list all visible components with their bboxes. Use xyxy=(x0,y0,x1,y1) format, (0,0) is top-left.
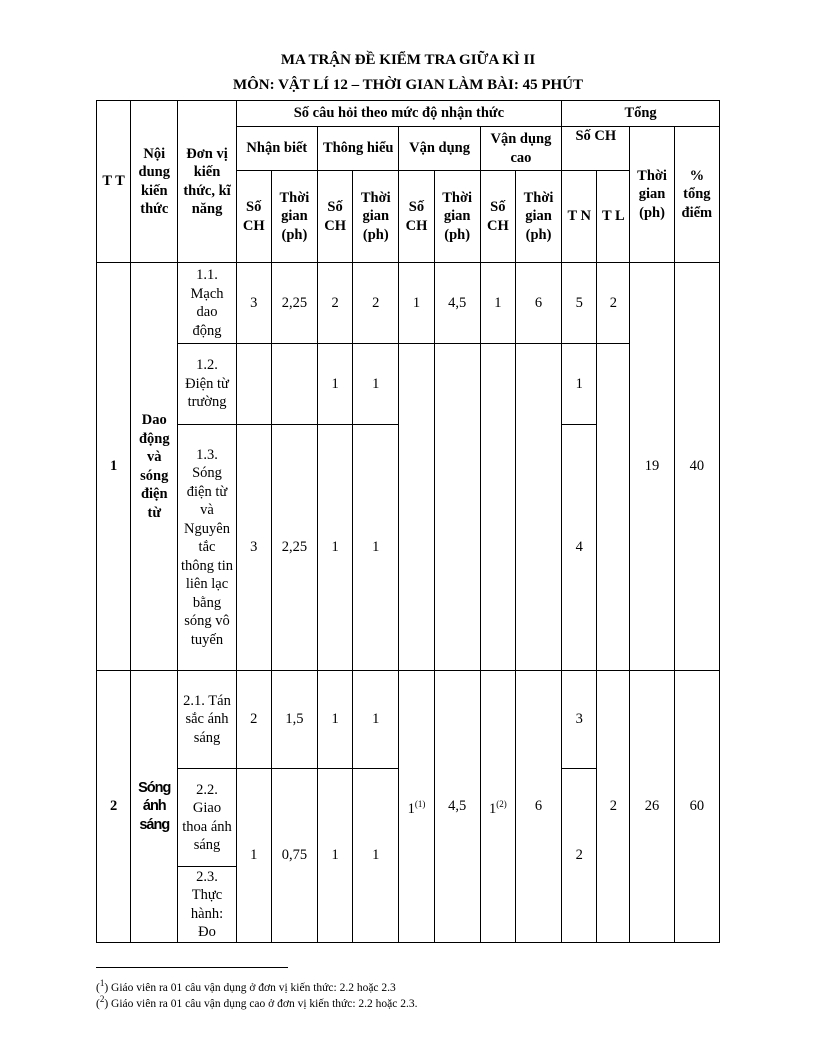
footnote-ref-1: (1) xyxy=(414,798,426,809)
vd-time xyxy=(434,344,480,671)
unit-name: 2.1. Tán sắc ánh sáng xyxy=(178,671,236,769)
vdc-so-ch: 1$^{(2)}$ xyxy=(480,671,515,943)
th-time-header: Thời gian (ph) xyxy=(353,171,399,263)
table-row xyxy=(97,263,720,344)
th-so-ch: 1 xyxy=(318,769,353,943)
total-header-percent: % tổng điểm xyxy=(674,127,719,263)
th-so-ch: 2 xyxy=(318,263,353,344)
footnote-ref-2: (2) xyxy=(496,798,507,809)
vd-so-ch-header: Số CH xyxy=(399,171,434,263)
vdc-time-header: Thời gian (ph) xyxy=(515,171,561,263)
nb-so-ch: 3 xyxy=(236,263,271,344)
nb-time xyxy=(271,344,317,425)
total-header-so-ch: Số CH xyxy=(562,127,630,171)
vdc-time xyxy=(515,344,561,671)
nb-time: 2,25 xyxy=(271,263,317,344)
level-header-van-dung: Vận dụng xyxy=(399,127,480,171)
unit-name: 1.1. Mạch dao động xyxy=(178,263,236,344)
th-so-ch-header: Số CH xyxy=(318,171,353,263)
vdc-time: 6 xyxy=(515,263,561,344)
unit-name: 2.2. Giao thoa ánh sáng xyxy=(178,769,236,867)
percent-total: 40 xyxy=(674,263,719,671)
unit-name: 2.3. Thực hành: Đo xyxy=(178,867,236,943)
tn-count: 5 xyxy=(562,263,597,344)
th-time: 1 xyxy=(353,671,399,769)
th-so-ch: 1 xyxy=(318,425,353,671)
th-time: 2 xyxy=(353,263,399,344)
vd-time: 4,5 xyxy=(434,671,480,943)
nb-time: 2,25 xyxy=(271,425,317,671)
tl-count: 2 xyxy=(597,263,630,344)
th-so-ch: 1 xyxy=(318,344,353,425)
nb-time: 1,5 xyxy=(271,671,317,769)
level-header-van-dung-cao: Vận dụng cao xyxy=(480,127,561,171)
header-row-1 xyxy=(97,101,720,127)
unit-name: 1.2. Điện từ trường xyxy=(178,344,236,425)
level-header-nhan-biet: Nhận biết xyxy=(236,127,317,171)
tl-count: 2 xyxy=(597,671,630,943)
percent-total: 60 xyxy=(674,671,719,943)
time-total: 26 xyxy=(630,671,674,943)
table-row xyxy=(97,344,720,425)
nb-so-ch: 2 xyxy=(236,671,271,769)
tl-header: T L xyxy=(597,171,630,263)
nb-so-ch: 1 xyxy=(236,769,271,943)
col-header-tt: T T xyxy=(97,101,131,263)
footnote-divider xyxy=(96,967,288,968)
vd-time-header: Thời gian (ph) xyxy=(434,171,480,263)
nb-so-ch-header: Số CH xyxy=(236,171,271,263)
vdc-so-ch xyxy=(480,344,515,671)
vdc-so-ch: 1 xyxy=(480,263,515,344)
vdc-so-ch-header: Số CH xyxy=(480,171,515,263)
col-header-total: Tổng xyxy=(562,101,720,127)
tn-count: 1 xyxy=(562,344,597,425)
th-time: 1 xyxy=(353,425,399,671)
th-so-ch: 1 xyxy=(318,671,353,769)
nb-time: 0,75 xyxy=(271,769,317,943)
row-content: Sóng ánh sáng xyxy=(131,671,178,943)
th-time: 1 xyxy=(353,769,399,943)
col-header-unit: Đơn vị kiến thức, kĩ năng xyxy=(178,101,236,263)
col-header-levels: Số câu hỏi theo mức độ nhận thức xyxy=(236,101,562,127)
tl-count xyxy=(597,344,630,671)
vd-so-ch xyxy=(399,344,434,671)
nb-so-ch xyxy=(236,344,271,425)
footnote-1: ($^1$) Giáo viên ra 01 câu vận dụng ở đơn vị kiến thức: 2.2 hoặc 2.3 xyxy=(96,978,396,994)
th-time: 1 xyxy=(353,344,399,425)
page-subtitle: MÔN: VẬT LÍ 12 – THỜI GIAN LÀM BÀI: 45 PHÚT xyxy=(232,77,584,93)
unit-name: 1.3. Sóng điện từ và Nguyên tắc thông tin liên lạc bằng sóng vô tuyến xyxy=(178,425,236,671)
level-header-thong-hieu: Thông hiểu xyxy=(318,127,399,171)
time-total: 19 xyxy=(630,263,674,671)
vd-so-ch: 1$^{(1)}$ xyxy=(399,671,434,943)
tn-count: 3 xyxy=(562,671,597,769)
nb-time-header: Thời gian (ph) xyxy=(271,171,317,263)
tn-header: T N xyxy=(562,171,597,263)
vdc-time: 6 xyxy=(515,671,561,943)
table-row xyxy=(97,671,720,769)
total-header-time: Thời gian (ph) xyxy=(630,127,674,263)
row-tt: 1 xyxy=(97,263,131,671)
vd-time: 4,5 xyxy=(434,263,480,344)
vd-so-ch: 1 xyxy=(399,263,434,344)
tn-count: 4 xyxy=(562,425,597,671)
page-title: MA TRẬN ĐỀ KIỂM TRA GIỮA KÌ II xyxy=(280,52,536,68)
col-header-content: Nội dung kiến thức xyxy=(131,101,178,263)
row-content: Dao động và sóng điện từ xyxy=(131,263,178,671)
row-tt: 2 xyxy=(97,671,131,943)
footnote-2: ($^2$) Giáo viên ra 01 câu vận dụng cao ở đơn vị kiến thức: 2.2 hoặc 2.3. xyxy=(96,994,418,1010)
nb-so-ch: 3 xyxy=(236,425,271,671)
matrix-table xyxy=(96,100,720,943)
tn-count: 2 xyxy=(562,769,597,943)
